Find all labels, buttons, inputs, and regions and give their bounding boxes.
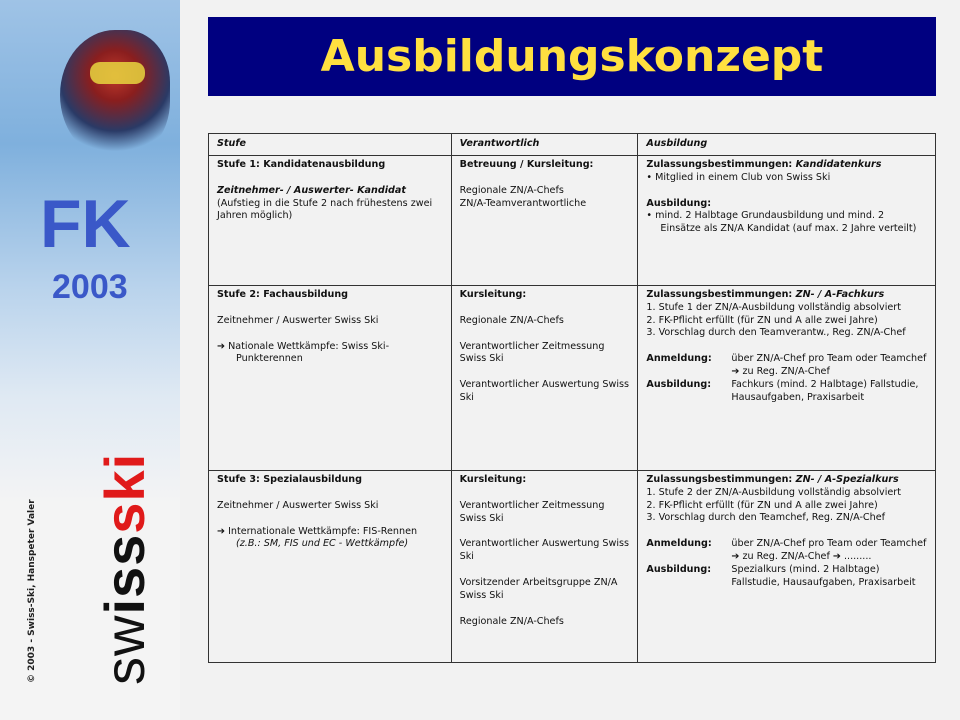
- ver-item: Verantwortlicher Auswertung Swiss Ski: [459, 379, 630, 403]
- anmeldung-label: Anmeldung:: [646, 353, 712, 365]
- logo-part: ski: [93, 452, 156, 534]
- fk-label: FK: [40, 186, 131, 262]
- fk-year: 2003: [52, 268, 128, 306]
- ver-title: Betreuung / Kursleitung:: [459, 159, 594, 170]
- page-title: Ausbildungskonzept: [208, 17, 936, 96]
- stufe-cell: [209, 471, 452, 663]
- list-item: 3. Vorschlag durch den Teamverantw., Reg. ZN/A-Chef: [646, 327, 906, 339]
- table-header: [209, 134, 936, 156]
- zul-label: Zulassungsbestimmungen:: [646, 289, 796, 300]
- ausbildung-cell: [638, 286, 936, 471]
- zul-course: ZN- / A-Fachkurs: [795, 289, 885, 300]
- stufe-subtitle: Zeitnehmer / Auswerter Swiss Ski: [217, 499, 379, 511]
- header-cell: Ausbildung: [638, 134, 936, 156]
- ausbildung-cell: [638, 471, 936, 663]
- verantwortlich-cell: [451, 286, 638, 471]
- ver-item: Vorsitzender Arbeitsgruppe ZN/A Swiss Ski: [459, 576, 618, 601]
- sidebar-photo: [0, 0, 180, 720]
- list-item: 3. Vorschlag durch den Teamchef, Reg. ZN/A-Chef: [646, 512, 885, 524]
- ver-item: Verantwortlicher Zeitmessung Swiss Ski: [459, 499, 605, 524]
- anmeldung-label: Anmeldung:: [646, 538, 712, 550]
- table-row: [209, 471, 936, 663]
- ver-item: Verantwortlicher Auswertung Swiss Ski: [459, 538, 630, 563]
- zul-course: ZN- / A-Spezialkurs: [795, 474, 899, 485]
- zul-course: Kandidatenkurs: [795, 159, 882, 170]
- ver-item: Regionale ZN/A-Chefs: [459, 615, 564, 627]
- logo-part: iss: [93, 533, 156, 615]
- ver-item: Verantwortlicher Zeitmessung Swiss Ski: [459, 340, 605, 365]
- ver-line: ZN/A-Teamverantwortliche: [459, 197, 587, 209]
- stufe-subtitle: Zeitnehmer / Auswerter Swiss Ski: [217, 314, 379, 326]
- anmeldung-text: über ZN/A-Chef pro Team oder Teamchef: [731, 353, 927, 365]
- stufe-subtitle: Zeitnehmer- / Auswerter- Kandidat: [217, 184, 406, 196]
- stufe-arrow-item: ➔ Nationale Wettkämpfe: Swiss Ski-Punkterennen: [217, 340, 390, 365]
- stufe-cell: [209, 286, 452, 471]
- zul-label: Zulassungsbestimmungen:: [646, 474, 796, 485]
- ausbildung-cell: [638, 156, 936, 286]
- verantwortlich-cell: [451, 471, 638, 663]
- ausbildung-label: Ausbildung:: [646, 197, 712, 209]
- logo-part: sw: [93, 614, 156, 685]
- anmeldung-text: über ZN/A-Chef pro Team oder Teamchef: [731, 538, 927, 550]
- table-row: [209, 156, 936, 286]
- bullet-item: • Mitglied in einem Club von Swiss Ski: [646, 171, 831, 183]
- ver-title: Kursleitung:: [459, 474, 527, 485]
- table-row: [209, 286, 936, 471]
- list-item: 2. FK-Pflicht erfüllt (für ZN und A alle zwei Jahre): [646, 499, 878, 511]
- ausbildung-label: Ausbildung:: [646, 378, 712, 390]
- training-table: [208, 133, 936, 663]
- header-cell: Verantwortlich: [451, 134, 638, 156]
- copyright: © 2003 - Swiss-Ski, Hanspeter Valer: [27, 499, 37, 683]
- zul-label: Zulassungsbestimmungen:: [646, 159, 796, 170]
- ver-line: Regionale ZN/A-Chefs: [459, 184, 564, 196]
- verantwortlich-cell: [451, 156, 638, 286]
- stufe-arrow-note: (z.B.: SM, FIS und EC - Wettkämpfe): [236, 538, 409, 550]
- goggles-image: [90, 62, 145, 84]
- ausbildung-text: Fachkurs (mind. 2 Halbtage) Fallstudie, Hausaufgaben, Praxisarbeit: [731, 378, 919, 403]
- anmeldung-arrow: ➔ zu Reg. ZN/A-Chef ➔ .........: [731, 550, 872, 562]
- bullet-item: • mind. 2 Halbtage Grundausbildung und mind. 2 Einsätze als ZN/A Kandidat (auf max. 2 Jahre verteilt): [646, 210, 917, 235]
- stufe-title: Stufe 1: Kandidatenausbildung: [217, 159, 386, 170]
- header-cell: Stufe: [209, 134, 452, 156]
- ver-item: Regionale ZN/A-Chefs: [459, 314, 564, 326]
- anmeldung-arrow: ➔ zu Reg. ZN/A-Chef: [731, 365, 830, 377]
- swissski-logo: [92, 453, 157, 685]
- list-item: 1. Stufe 2 der ZN/A-Ausbildung vollständig absolviert: [646, 486, 901, 498]
- skier-image: [60, 30, 170, 160]
- stufe-title: Stufe 2: Fachausbildung: [217, 289, 349, 300]
- ver-title: Kursleitung:: [459, 289, 527, 300]
- stufe-note: (Aufstieg in die Stufe 2 nach frühestens zwei Jahren möglich): [217, 197, 433, 222]
- stufe-cell: [209, 156, 452, 286]
- stufe-arrow-item: ➔ Internationale Wettkämpfe: FIS-Rennen: [217, 525, 418, 537]
- ausbildung-label: Ausbildung:: [646, 563, 712, 575]
- list-item: 2. FK-Pflicht erfüllt (für ZN und A alle zwei Jahre): [646, 314, 878, 326]
- stufe-title: Stufe 3: Spezialausbildung: [217, 474, 362, 485]
- ausbildung-text: Spezialkurs (mind. 2 Halbtage) Fallstudie, Hausaufgaben, Praxisarbeit: [731, 563, 916, 588]
- list-item: 1. Stufe 1 der ZN/A-Ausbildung vollständig absolviert: [646, 301, 901, 313]
